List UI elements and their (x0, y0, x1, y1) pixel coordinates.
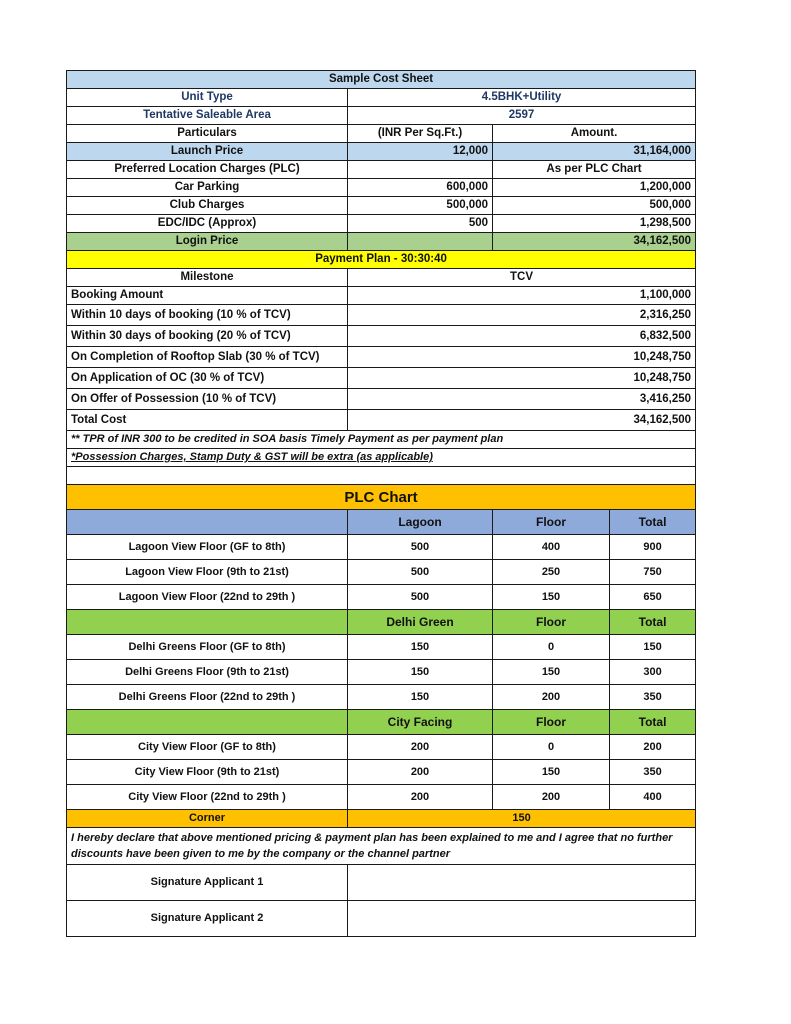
total-header: Total (610, 510, 696, 535)
edc-rate: 500 (348, 215, 493, 233)
tcv-header: TCV (348, 269, 696, 287)
floor-header: Floor (493, 610, 610, 635)
launch-price-amount: 31,164,000 (493, 143, 696, 161)
signature-applicant-1-field[interactable] (348, 865, 696, 901)
total-header: Total (610, 710, 696, 735)
floor-header: Floor (493, 710, 610, 735)
cost-sheet-table (66, 70, 696, 937)
total-cost-value: 34,162,500 (348, 410, 696, 431)
signature-applicant-2-label: Signature Applicant 2 (67, 901, 348, 937)
city-facing-header: City Facing (348, 710, 493, 735)
plc-row-total: 350 (610, 760, 696, 785)
plc-row-label: Delhi Greens Floor (GF to 8th) (67, 635, 348, 660)
plc-row-label: City View Floor (9th to 21st) (67, 760, 348, 785)
rate-header: (INR Per Sq.Ft.) (348, 125, 493, 143)
plc-row-view: 150 (348, 635, 493, 660)
car-parking-amount: 1,200,000 (493, 179, 696, 197)
plc-row-label: City View Floor (GF to 8th) (67, 735, 348, 760)
plc-row-total: 900 (610, 535, 696, 560)
unit-type-label: Unit Type (67, 89, 348, 107)
extra-charges-note: *Possession Charges, Stamp Duty & GST will be extra (as applicable) (67, 449, 696, 467)
plc-row-view: 500 (348, 560, 493, 585)
milestone-label: On Completion of Rooftop Slab (30 % of TCV) (67, 347, 348, 368)
signature-applicant-1-label: Signature Applicant 1 (67, 865, 348, 901)
declaration-text: I hereby declare that above mentioned pricing & payment plan has been explained to me and I agree that no further discounts have been given to me by the company or the channel partner (67, 828, 696, 865)
plc-row-total: 150 (610, 635, 696, 660)
plc-rate (348, 161, 493, 179)
plc-row-label: City View Floor (22nd to 29th ) (67, 785, 348, 810)
milestone-header: Milestone (67, 269, 348, 287)
plc-row-total: 750 (610, 560, 696, 585)
lagoon-header: Lagoon (348, 510, 493, 535)
corner-value: 150 (348, 810, 696, 828)
milestone-value: 3,416,250 (348, 389, 696, 410)
plc-row-floor: 200 (493, 685, 610, 710)
milestone-label: On Application of OC (30 % of TCV) (67, 368, 348, 389)
plc-row-total: 350 (610, 685, 696, 710)
plc-row-label: Lagoon View Floor (22nd to 29th ) (67, 585, 348, 610)
floor-header: Floor (493, 510, 610, 535)
total-cost-label: Total Cost (67, 410, 348, 431)
amount-header: Amount. (493, 125, 696, 143)
table-row (67, 635, 696, 660)
plc-row-label: Delhi Greens Floor (9th to 21st) (67, 660, 348, 685)
signature-applicant-2-field[interactable] (348, 901, 696, 937)
plc-row-label: Delhi Greens Floor (22nd to 29th ) (67, 685, 348, 710)
plc-row-view: 500 (348, 585, 493, 610)
plc-row-total: 400 (610, 785, 696, 810)
plc-chart-title: PLC Chart (67, 485, 696, 510)
login-price-amount: 34,162,500 (493, 233, 696, 251)
plc-row-floor: 150 (493, 760, 610, 785)
plc-row-view: 500 (348, 535, 493, 560)
table-row (67, 560, 696, 585)
login-price-label: Login Price (67, 233, 348, 251)
table-row (67, 585, 696, 610)
delhi-green-header: Delhi Green (348, 610, 493, 635)
particulars-header: Particulars (67, 125, 348, 143)
launch-price-rate: 12,000 (348, 143, 493, 161)
spacer-row (67, 467, 696, 485)
plc-row-floor: 200 (493, 785, 610, 810)
plc-row-view: 150 (348, 660, 493, 685)
milestone-label: Booking Amount (67, 287, 348, 305)
unit-type-value: 4.5BHK+Utility (348, 89, 696, 107)
milestone-value: 6,832,500 (348, 326, 696, 347)
milestone-label: On Offer of Possession (10 % of TCV) (67, 389, 348, 410)
plc-row-floor: 0 (493, 735, 610, 760)
city-blank-header (67, 710, 348, 735)
plc-row-total: 200 (610, 735, 696, 760)
area-label: Tentative Saleable Area (67, 107, 348, 125)
login-price-rate (348, 233, 493, 251)
area-value: 2597 (348, 107, 696, 125)
club-charges-rate: 500,000 (348, 197, 493, 215)
table-row (67, 785, 696, 810)
car-parking-label: Car Parking (67, 179, 348, 197)
plc-row-view: 200 (348, 760, 493, 785)
milestone-value: 10,248,750 (348, 347, 696, 368)
milestone-value: 1,100,000 (348, 287, 696, 305)
plc-row-floor: 250 (493, 560, 610, 585)
table-row (67, 760, 696, 785)
edc-amount: 1,298,500 (493, 215, 696, 233)
club-charges-amount: 500,000 (493, 197, 696, 215)
plc-row-label: Lagoon View Floor (GF to 8th) (67, 535, 348, 560)
milestone-label: Within 30 days of booking (20 % of TCV) (67, 326, 348, 347)
plc-row-view: 200 (348, 785, 493, 810)
milestone-label: Within 10 days of booking (10 % of TCV) (67, 305, 348, 326)
payment-plan-title: Payment Plan - 30:30:40 (67, 251, 696, 269)
cost-sheet-title: Sample Cost Sheet (67, 71, 696, 89)
plc-row-label: Lagoon View Floor (9th to 21st) (67, 560, 348, 585)
delhi-blank-header (67, 610, 348, 635)
plc-amount: As per PLC Chart (493, 161, 696, 179)
plc-row-floor: 150 (493, 660, 610, 685)
plc-row-view: 200 (348, 735, 493, 760)
plc-row-floor: 150 (493, 585, 610, 610)
table-row (67, 660, 696, 685)
plc-row-view: 150 (348, 685, 493, 710)
table-row (67, 735, 696, 760)
lagoon-blank-header (67, 510, 348, 535)
edc-label: EDC/IDC (Approx) (67, 215, 348, 233)
car-parking-rate: 600,000 (348, 179, 493, 197)
club-charges-label: Club Charges (67, 197, 348, 215)
corner-label: Corner (67, 810, 348, 828)
plc-row-total: 300 (610, 660, 696, 685)
tpr-note: ** TPR of INR 300 to be credited in SOA basis Timely Payment as per payment plan (67, 431, 696, 449)
table-row (67, 685, 696, 710)
plc-row-floor: 0 (493, 635, 610, 660)
milestone-value: 10,248,750 (348, 368, 696, 389)
plc-row-floor: 400 (493, 535, 610, 560)
total-header: Total (610, 610, 696, 635)
plc-row-total: 650 (610, 585, 696, 610)
milestone-value: 2,316,250 (348, 305, 696, 326)
plc-label: Preferred Location Charges (PLC) (67, 161, 348, 179)
launch-price-label: Launch Price (67, 143, 348, 161)
table-row (67, 535, 696, 560)
